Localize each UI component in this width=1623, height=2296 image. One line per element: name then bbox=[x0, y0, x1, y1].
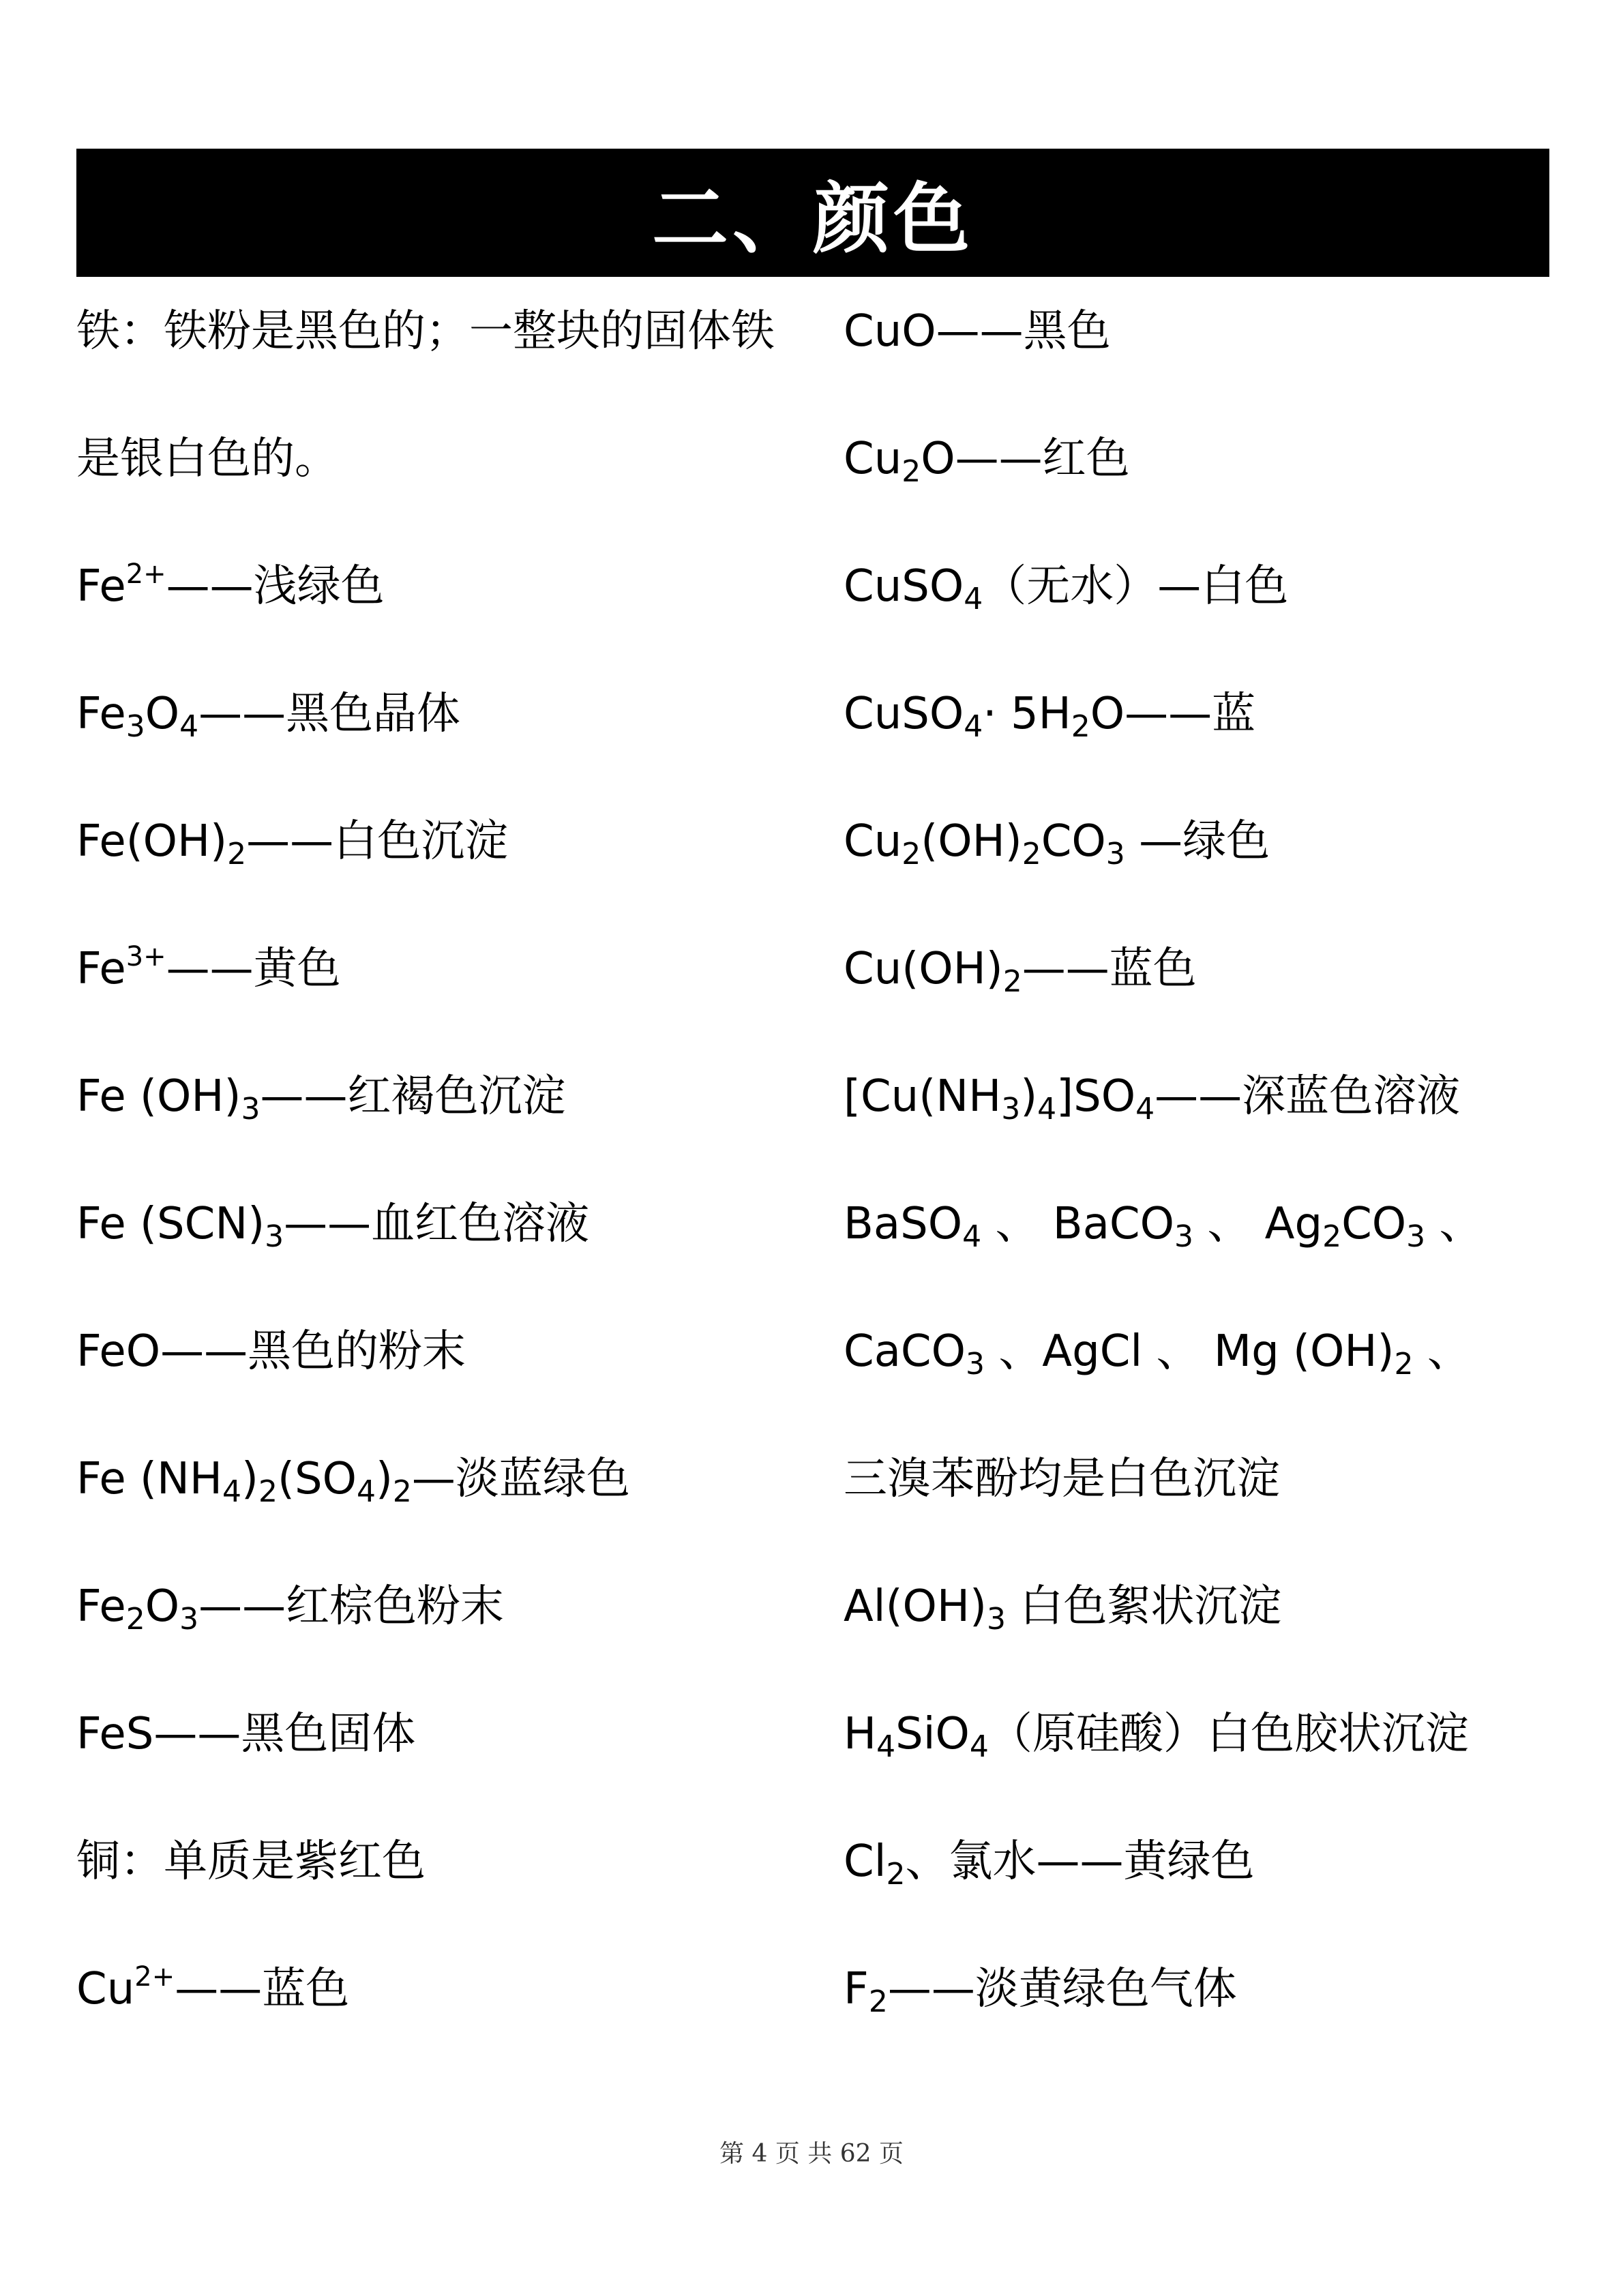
text-line: $Al(OH)_3$ 白色絮状沉淀 bbox=[844, 1581, 1282, 1637]
text-line: $Fe_2O_3——$红棕色粉末 bbox=[76, 1581, 505, 1637]
text-line: FeS——黑色固体 bbox=[76, 1709, 416, 1759]
text-line: Fe $(OH)_3——$红褐色沉淀 bbox=[76, 1071, 566, 1127]
text-line: $Cu_2O——$红色 bbox=[844, 434, 1130, 489]
title-bar bbox=[76, 149, 1549, 277]
text-line: $Cl_2$、氯水——黄绿色 bbox=[844, 1836, 1255, 1892]
text-line: CuSO$_4$· $5H_2O——$蓝 bbox=[844, 689, 1256, 744]
text-line: BaSO$_4$ 、 BaCO$_3$ 、 $Ag_2CO_3$ 、 bbox=[844, 1199, 1483, 1254]
text-line: $F_2——$淡黄绿色气体 bbox=[844, 1964, 1237, 2019]
text-line: FeO——黑色的粉末 bbox=[76, 1326, 466, 1377]
text-line: CuO——黑色 bbox=[844, 306, 1111, 357]
page-number: 第 4 页 共 62 页 bbox=[719, 2140, 904, 2168]
text-line: $Cu(OH)_2——$蓝色 bbox=[844, 944, 1197, 999]
left-column bbox=[76, 305, 813, 2091]
text-line: 三溴苯酚均是白色沉淀 bbox=[844, 1454, 1280, 1504]
text-line: $Fe^{2+}——$浅绿色 bbox=[76, 558, 385, 612]
page-title: 二、颜色 bbox=[652, 175, 974, 264]
text-line: $Cu_2(OH)_2CO_3$ —绿色 bbox=[844, 816, 1270, 871]
text-line: $Fe_3O_4——$黑色晶体 bbox=[76, 689, 461, 744]
text-line: $Fe(OH)_2——$白色沉淀 bbox=[76, 816, 509, 871]
text-line: CaCO$_3$ 、AgCl 、 Mg $(OH)_2$ 、 bbox=[844, 1326, 1471, 1382]
text-line: $[Cu(NH_3)_4]SO_4——$深蓝色溶液 bbox=[844, 1071, 1461, 1127]
text-line: 是银白色的。 bbox=[76, 434, 338, 484]
right-column bbox=[844, 305, 1560, 2091]
text-line: CuSO$_4$（无水）—白色 bbox=[844, 561, 1289, 616]
text-line: $Cu^{2+}——$蓝色 bbox=[76, 1961, 350, 2014]
text-line: Fe $(NH_4)_2(SO_4)_2—$淡蓝绿色 bbox=[76, 1454, 630, 1509]
text-line: 铜：单质是紫红色 bbox=[76, 1836, 426, 1887]
text-line: $Fe^{3+}——$黄色 bbox=[76, 941, 341, 994]
text-line: $H_4SiO_4$（原硅酸）白色胶状沉淀 bbox=[844, 1709, 1469, 1764]
text-line: Fe $(SCN)_3——$血红色溶液 bbox=[76, 1199, 590, 1254]
text-line: 铁：铁粉是黑色的；一整块的固体铁 bbox=[76, 306, 775, 357]
